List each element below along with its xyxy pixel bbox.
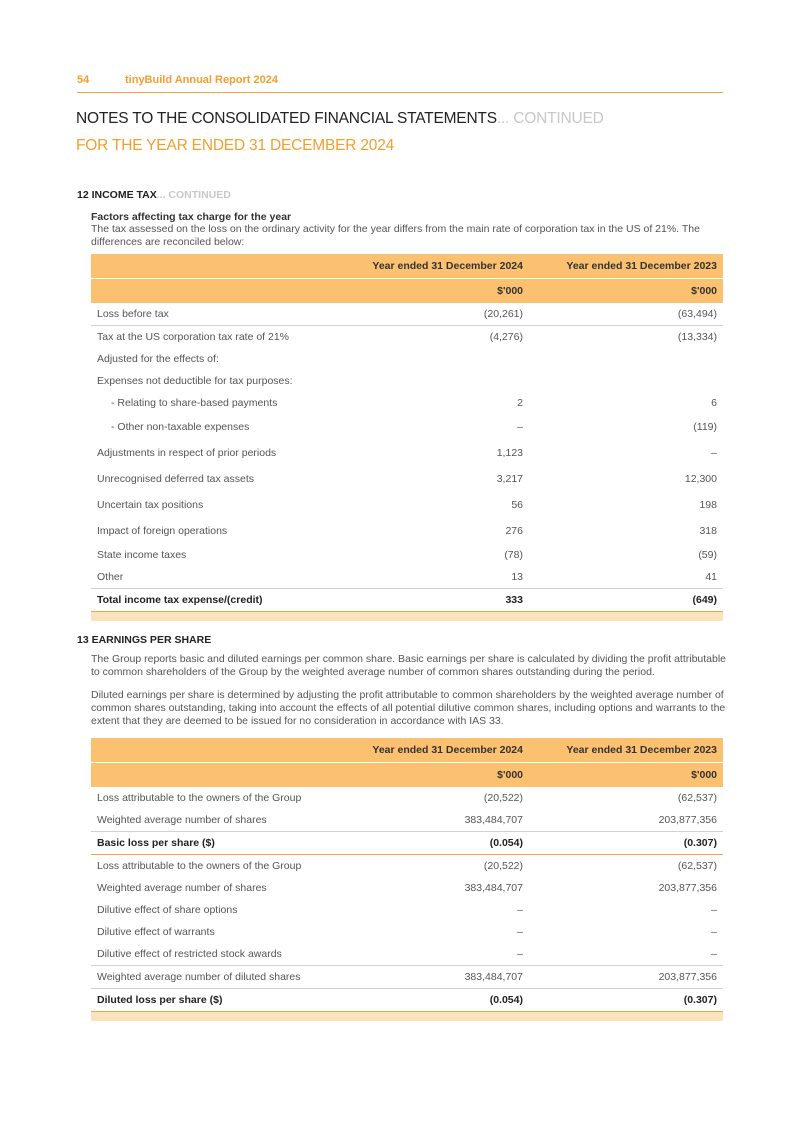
- value-2024: 1,123: [496, 447, 523, 459]
- value-2023: 6: [711, 397, 717, 409]
- table-row: [91, 787, 723, 809]
- value-2024: (0.054): [327, 832, 529, 855]
- table-row: [91, 370, 723, 392]
- value-2023: (0.307): [529, 832, 723, 855]
- page-header: [77, 74, 278, 86]
- unit-2024: $'000: [327, 279, 529, 304]
- value-2024: 276: [505, 525, 523, 537]
- row-label: Uncertain tax positions: [97, 499, 204, 511]
- value-2024: 383,484,707: [464, 814, 523, 826]
- header-blank: [91, 279, 327, 304]
- table-row: [91, 303, 723, 326]
- value-2023: –: [711, 904, 717, 916]
- section-12-heading-text: 12 INCOME TAX: [77, 189, 157, 201]
- table-row: [91, 809, 723, 832]
- row-label: Adjusted for the effects of:: [97, 353, 219, 365]
- section-12-subheading: Factors affecting tax charge for the year: [91, 211, 292, 223]
- value-2023: 203,877,356: [658, 882, 717, 894]
- value-2024: (20,522): [483, 792, 523, 804]
- row-label: Weighted average number of shares: [97, 814, 267, 826]
- total-row: [91, 589, 723, 612]
- table-row: [91, 877, 723, 899]
- value-2024: [327, 370, 529, 392]
- value-2023: 203,877,356: [658, 814, 717, 826]
- row-label: Impact of foreign operations: [97, 525, 228, 537]
- header-blank: [91, 738, 327, 763]
- row-label: Loss before tax: [97, 308, 169, 320]
- table-footer-band: [91, 612, 723, 622]
- value-2023: [529, 348, 723, 370]
- value-2024: (4,276): [327, 326, 529, 349]
- notes-title-text: NOTES TO THE CONSOLIDATED FINANCIAL STATEMENTS: [76, 110, 497, 127]
- value-2024: –: [517, 421, 523, 433]
- table-row: [91, 466, 723, 492]
- table-row: [91, 921, 723, 943]
- value-2024: –: [517, 904, 523, 916]
- row-label: Diluted loss per share ($): [91, 989, 327, 1012]
- value-2024: 383,484,707: [327, 966, 529, 989]
- row-label: Basic loss per share ($): [91, 832, 327, 855]
- value-2023: –: [711, 926, 717, 938]
- value-2024: (0.054): [327, 989, 529, 1012]
- table-row: [91, 326, 723, 349]
- row-label: - Relating to share-based payments: [111, 397, 278, 409]
- header-blank: [91, 763, 327, 788]
- value-2024: –: [517, 948, 523, 960]
- table-row: [91, 414, 723, 440]
- table-row: [91, 943, 723, 966]
- value-2024: (20,261): [483, 308, 523, 320]
- row-label: Weighted average number of diluted shares: [91, 966, 327, 989]
- row-label: Weighted average number of shares: [97, 882, 267, 894]
- value-2023: –: [711, 948, 717, 960]
- value-2023: 318: [699, 525, 717, 537]
- col-header-2024: Year ended 31 December 2024: [327, 738, 529, 763]
- value-2023: 198: [699, 499, 717, 511]
- table-row: [91, 544, 723, 566]
- table-row: [91, 492, 723, 518]
- value-2023: 12,300: [684, 473, 717, 485]
- subtotal-row: [91, 832, 723, 855]
- row-label: - Other non-taxable expenses: [111, 421, 250, 433]
- row-label: Tax at the US corporation tax rate of 21%: [91, 326, 327, 349]
- unit-2023: $'000: [529, 763, 723, 788]
- value-2023: (13,334): [529, 326, 723, 349]
- row-label: Loss attributable to the owners of the Group: [97, 792, 302, 804]
- value-2023: (62,537): [677, 792, 717, 804]
- value-2023: 203,877,356: [529, 966, 723, 989]
- notes-continued: ... CONTINUED: [496, 110, 604, 127]
- earnings-per-share-table: [91, 738, 723, 1021]
- unit-2024: $'000: [327, 763, 529, 788]
- table-row: [91, 348, 723, 370]
- value-2024: (20,522): [483, 860, 523, 872]
- section-13-paragraph-2: Diluted earnings per share is determined by adjusting the profit attributable to common shareholders by the weighted average number of common shares outstanding, taking into account the effects of all potential dilutive common shares, including options and warrants to the extent that they are deemed to be issued for no consideration in accordance with IAS 33.: [91, 689, 726, 727]
- row-label: Dilutive effect of warrants: [97, 926, 215, 938]
- value-2024: 383,484,707: [464, 882, 523, 894]
- value-2023: [529, 370, 723, 392]
- table-row: [91, 966, 723, 989]
- total-row: [91, 989, 723, 1012]
- section-13-heading: 13 EARNINGS PER SHARE: [77, 634, 212, 646]
- table-row: [91, 855, 723, 878]
- value-2023: –: [711, 447, 717, 459]
- col-header-2023: Year ended 31 December 2023: [529, 254, 723, 279]
- value-2024: –: [517, 926, 523, 938]
- table-row: [91, 392, 723, 414]
- row-label: Dilutive effect of share options: [97, 904, 238, 916]
- section-13-paragraph-1: The Group reports basic and diluted earnings per common share. Basic earnings per share is calculated by dividing the profit attributable to common shareholders of the Group by the weighted average number of common shares outstanding during the period.: [91, 653, 727, 678]
- value-2023: (59): [698, 549, 717, 561]
- value-2024: 3,217: [496, 473, 523, 485]
- value-2023: (119): [693, 421, 717, 433]
- section-12-paragraph: The tax assessed on the loss on the ordinary activity for the year differs from the main rate of corporation tax in the US of 21%. The differences are reconciled below:: [91, 223, 700, 248]
- value-2024: 56: [511, 499, 523, 511]
- value-2023: (62,537): [677, 860, 717, 872]
- col-header-2024: Year ended 31 December 2024: [327, 254, 529, 279]
- value-2024: 333: [327, 589, 529, 612]
- table-row: [91, 566, 723, 589]
- row-label: Unrecognised deferred tax assets: [97, 473, 255, 485]
- section-12-continued: ... CONTINUED: [156, 189, 231, 201]
- report-title: tinyBuild Annual Report 2024: [125, 74, 279, 86]
- value-2024: (78): [504, 549, 523, 561]
- table-row: [91, 440, 723, 466]
- row-label: Adjustments in respect of prior periods: [97, 447, 277, 459]
- value-2023: 41: [705, 571, 717, 583]
- notes-title: [76, 110, 604, 128]
- value-2023: (0.307): [529, 989, 723, 1012]
- value-2024: [327, 348, 529, 370]
- col-header-2023: Year ended 31 December 2023: [529, 738, 723, 763]
- page-number: 54: [77, 74, 90, 86]
- income-tax-table: [91, 254, 723, 621]
- value-2023: (649): [529, 589, 723, 612]
- row-label: Dilutive effect of restricted stock awards: [97, 948, 282, 960]
- table-footer-band: [91, 1012, 723, 1022]
- row-label: Expenses not deductible for tax purposes:: [97, 375, 293, 387]
- value-2024: 13: [511, 571, 523, 583]
- table-row: [91, 518, 723, 544]
- row-label: Loss attributable to the owners of the Group: [97, 860, 302, 872]
- value-2023: (63,494): [677, 308, 717, 320]
- value-2024: 2: [517, 397, 523, 409]
- row-label: Total income tax expense/(credit): [91, 589, 327, 612]
- notes-subtitle: FOR THE YEAR ENDED 31 DECEMBER 2024: [76, 137, 395, 154]
- unit-2023: $'000: [529, 279, 723, 304]
- section-12-heading: [77, 189, 231, 201]
- table-row: [91, 899, 723, 921]
- header-divider: [77, 92, 723, 93]
- header-blank: [91, 254, 327, 279]
- row-label: State income taxes: [97, 549, 187, 561]
- row-label: Other: [97, 571, 124, 583]
